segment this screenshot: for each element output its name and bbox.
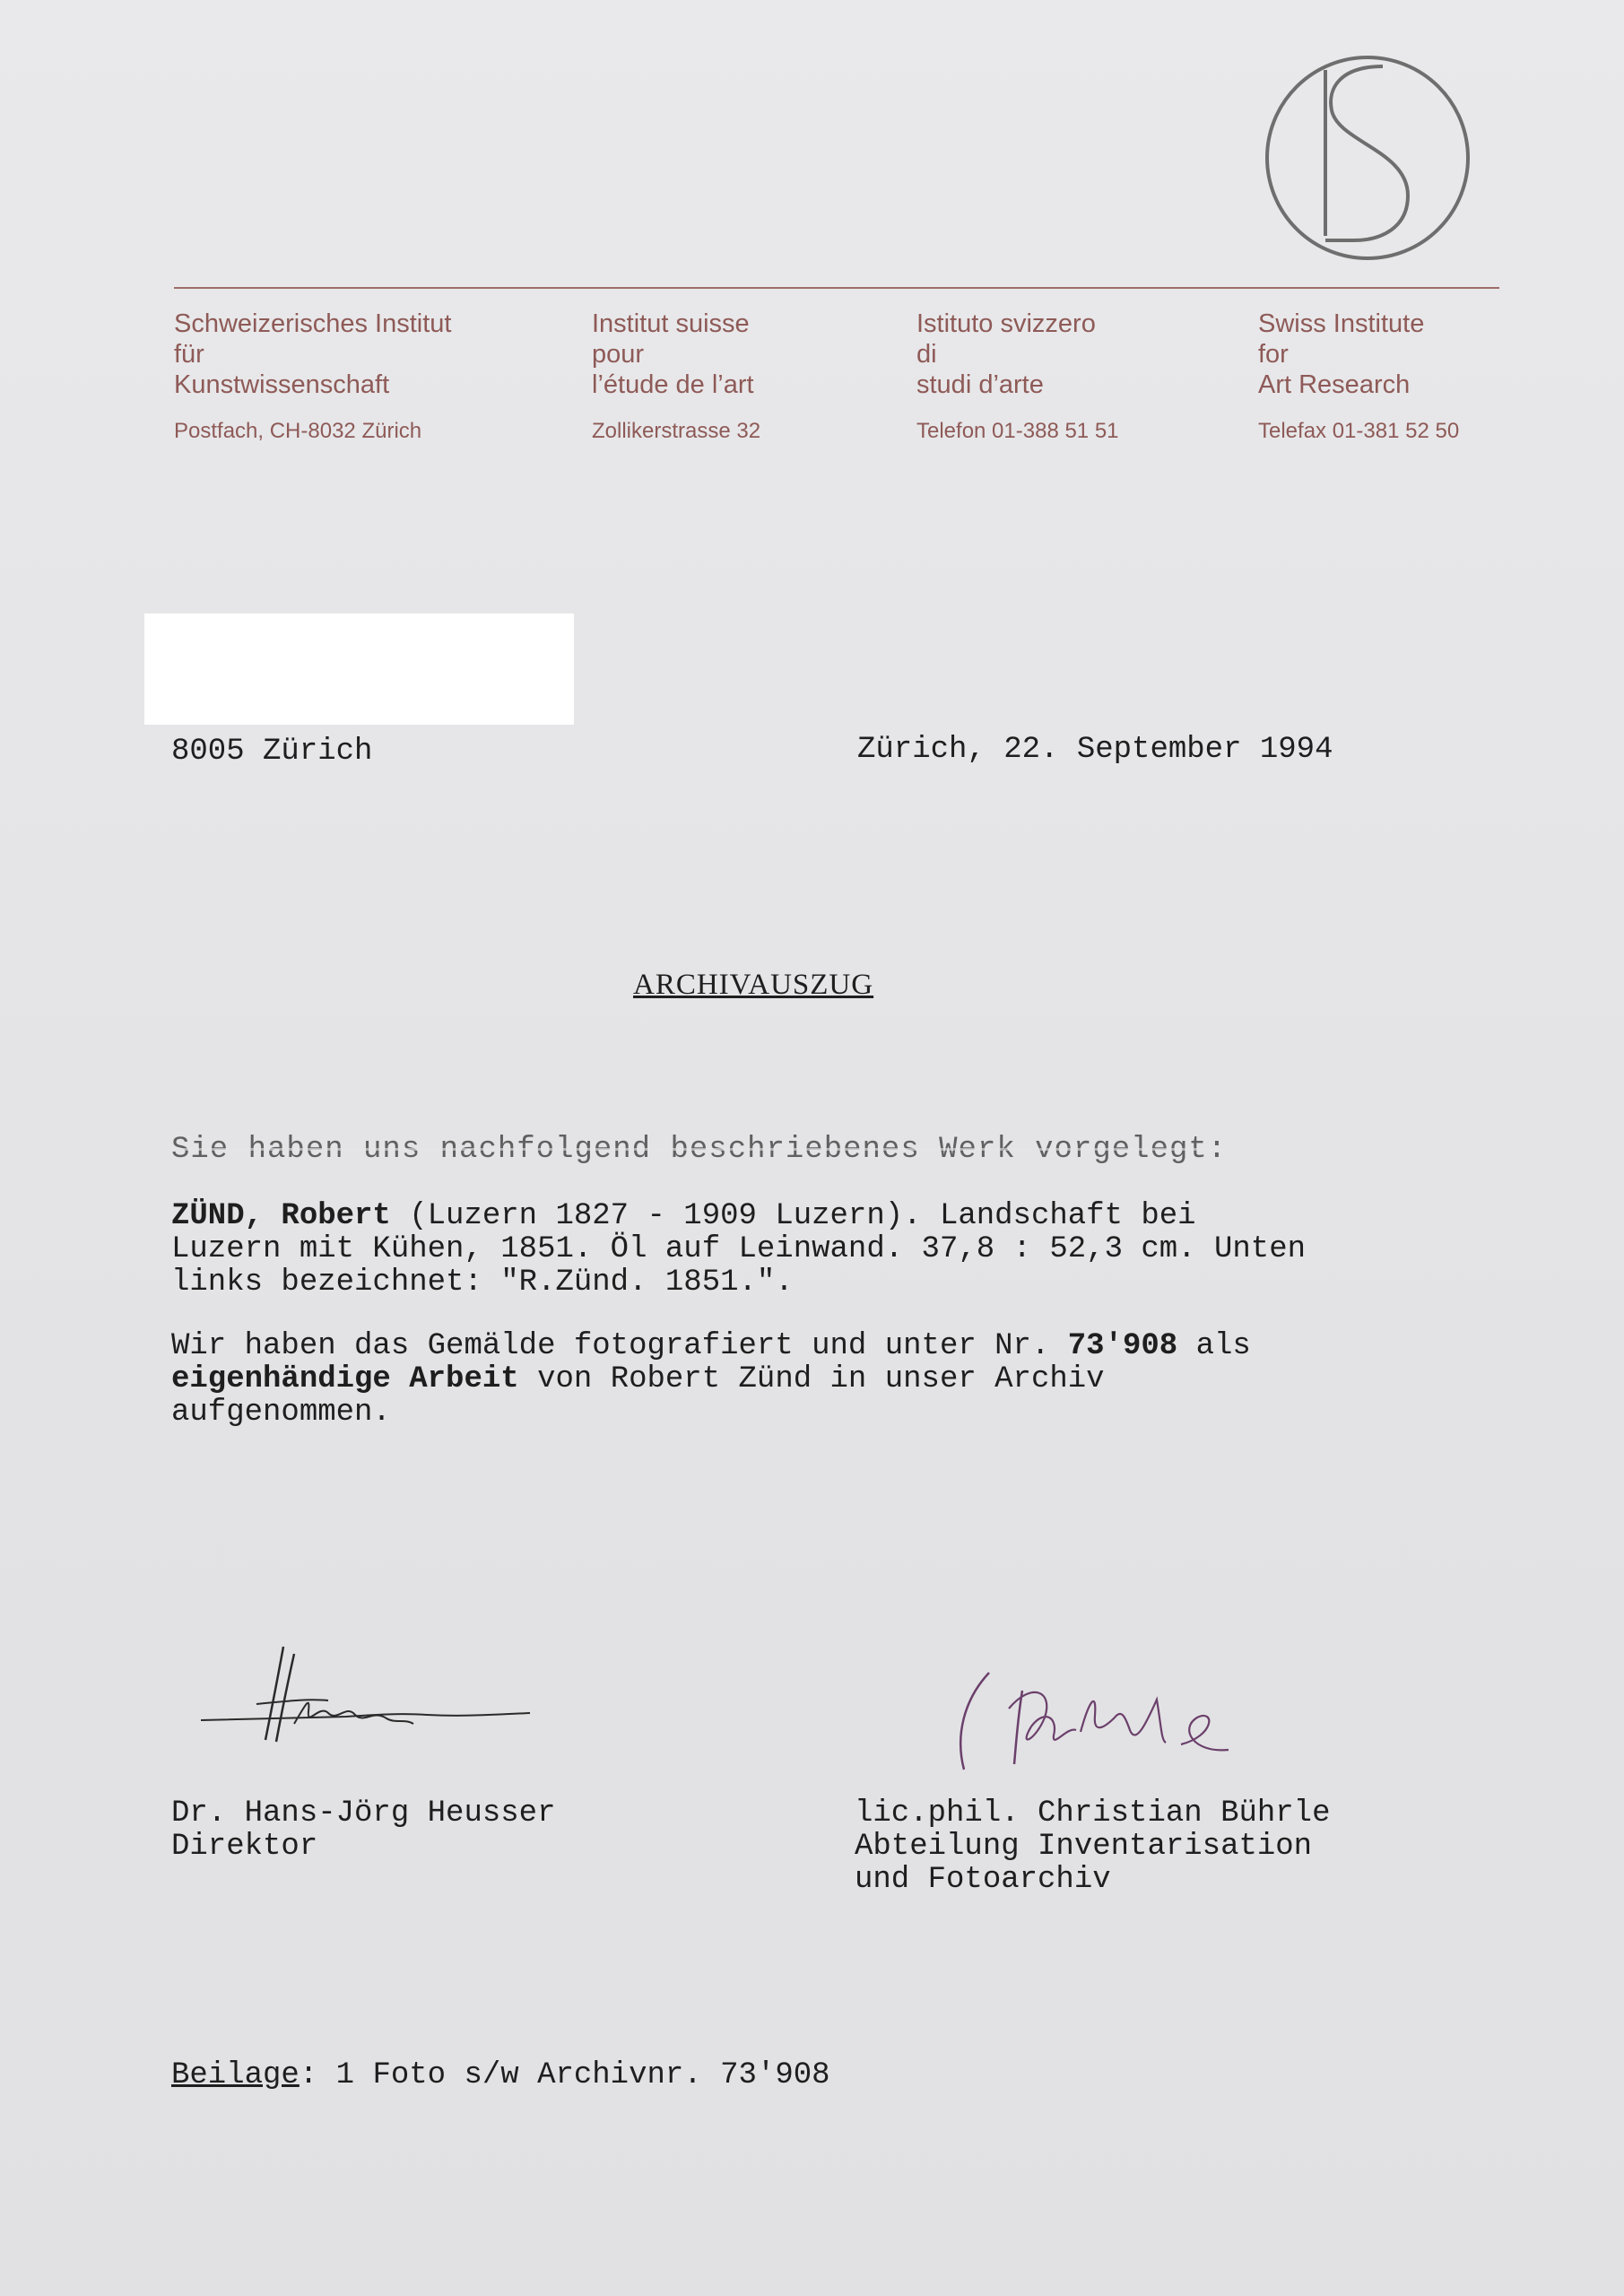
letterhead-line: Schweizerisches Institut: [174, 309, 452, 338]
letterhead-line: für: [174, 340, 204, 369]
letterhead-german: [174, 309, 451, 445]
letterhead-rule: [174, 287, 1499, 289]
letterhead-line: studi d’arte: [916, 370, 1044, 399]
enclosure-label: Beilage: [171, 2058, 300, 2092]
signature-buehrle: [946, 1664, 1251, 1776]
letter-date: Zürich, 22. September 1994: [857, 733, 1333, 767]
statement-text: Wir haben das Gemälde fotografiert und unter Nr.: [171, 1329, 1068, 1363]
signatory-buehrle: lic.phil. Christian Bührle Abteilung Inventarisation und Fotoarchiv: [855, 1796, 1331, 1897]
letterhead-address: Zollikerstrasse 32: [592, 419, 761, 443]
artwork-details: (Luzern 1827 - 1909 Luzern). Landschaft bei Luzern mit Kühen, 1851. Öl auf Leinwand. 37,8 : 52,3 cm. Unten links bezeichnet: "R.Zünd. 1851.".: [171, 1199, 1307, 1300]
statement-text: als: [1195, 1329, 1251, 1363]
letterhead-line: Kunstwissenschaft: [174, 370, 390, 399]
letterhead-line: l’étude de l’art: [592, 370, 754, 399]
letterhead-line: Art Research: [1258, 370, 1411, 399]
letterhead-line: Istituto svizzero: [916, 309, 1096, 338]
recipient-city: 8005 Zürich: [171, 735, 373, 769]
signature-heusser: [194, 1641, 534, 1749]
letterhead-french: [592, 309, 760, 445]
sik-isea-logo-icon: [1255, 52, 1480, 264]
letterhead-line: for: [1258, 340, 1289, 369]
letterhead-phone: Telefon 01-388 51 51: [916, 419, 1119, 443]
letterhead-line: Institut suisse: [592, 309, 750, 338]
letterhead-address: Postfach, CH-8032 Zürich: [174, 419, 422, 443]
enclosure-line: [171, 2059, 830, 2092]
archive-statement: [171, 1330, 1454, 1430]
letterhead-italian: [916, 309, 1119, 445]
letterhead-line: Swiss Institute: [1258, 309, 1425, 338]
document-title: ARCHIVAUSZUG: [633, 969, 874, 1001]
archive-number: 73'908: [1067, 1329, 1178, 1363]
letterhead-english: [1258, 309, 1459, 445]
statement-text: von Robert Zünd in unser Archiv aufgenommen.: [171, 1362, 1105, 1430]
intro-sentence: Sie haben uns nachfolgend beschriebenes Werk vorgelegt:: [171, 1133, 1228, 1167]
signatory-heusser: Dr. Hans-Jörg Heusser Direktor: [171, 1796, 556, 1864]
authenticity-phrase: eigenhändige Arbeit: [171, 1362, 519, 1396]
redacted-recipient-block: [144, 613, 574, 725]
letterhead-line: pour: [592, 340, 645, 369]
artist-name: ZÜND, Robert: [171, 1199, 391, 1233]
artwork-description: [171, 1200, 1454, 1300]
letterhead-line: di: [916, 340, 937, 369]
enclosure-text: : 1 Foto s/w Archivnr. 73'908: [299, 2058, 830, 2092]
letterhead-fax: Telefax 01-381 52 50: [1258, 419, 1460, 443]
